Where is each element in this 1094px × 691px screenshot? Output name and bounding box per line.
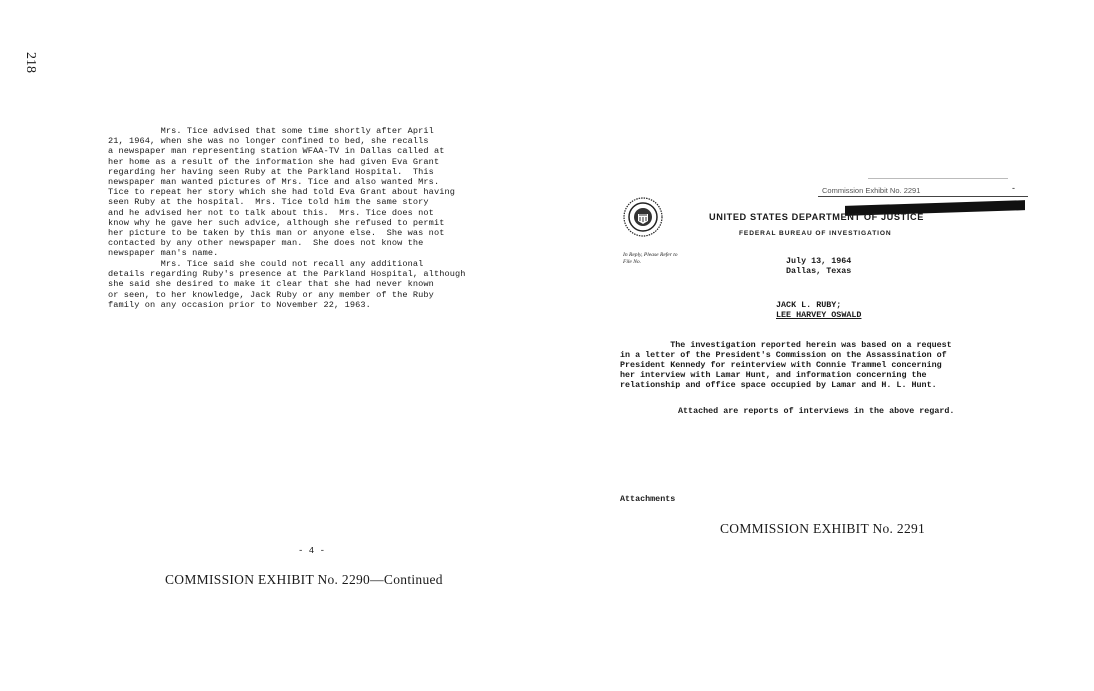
reply-note: In Reply, Please Refer to File No. (623, 252, 678, 265)
stamp-top-rule (868, 178, 1008, 179)
letter-place: Dallas, Texas (786, 266, 852, 276)
subject-line-1: JACK L. RUBY; (776, 300, 842, 310)
letterhead-subtitle: FEDERAL BUREAU OF INVESTIGATION (739, 230, 892, 237)
subject-line-2: LEE HARVEY OSWALD (776, 310, 862, 320)
left-paragraph-1: Mrs. Tice advised that some time shortly after April 21, 1964, when she was no longer confined to bed, she recalls a newspaper man representing station WFAA-TV in Dallas called at her home as a result of the information she had given Eva Grant regarding her having seen Ruby at the Parkland Hospital. This newspaper man wanted pictures of Mrs. Tice and also wanted Mrs. Tice to repeat her story which she had told Eva Grant about having seen Ruby at the hospital. Mrs. Tice told him the same story and he advised her not to talk about this. Mrs. Tice does not know why he gave her such advice, although she refused to permit her picture to be taken by this man or anyone else. She was not contacted by any other newspaper man. She does not know the newspaper man's name. (108, 126, 455, 259)
letterhead-title: UNITED STATES DEPARTMENT OF JUSTICE (709, 212, 924, 222)
letter-body-paragraph-1: The investigation reported herein was based on a request in a letter of the President's Commission on the Assassination of President Kennedy for reinterview with Connie Trammel concerning her interview with Lamar Hunt, and information concerning the relationship and office space occupied by Lamar and H. L. Hunt. (620, 340, 952, 390)
exhibit-stamp: Commission Exhibit No. 2291 (822, 186, 921, 195)
page-number: 218 (23, 52, 38, 73)
stamp-dash: - (1012, 183, 1015, 193)
left-page-marker: - 4 - (298, 546, 326, 556)
left-paragraph-2: Mrs. Tice said she could not recall any additional details regarding Ruby's presence at the Parkland Hospital, although she said she desired to make it clear that she had never known or seen, to her knowledge, Jack Ruby or any member of the Ruby family on any occasion prior to November 22, 1963. (108, 259, 466, 310)
left-exhibit-caption: COMMISSION EXHIBIT No. 2290—Continued (165, 572, 443, 587)
doj-seal-icon (623, 197, 663, 237)
attachments-label: Attachments (620, 494, 676, 504)
letter-body-paragraph-2: Attached are reports of interviews in the above regard. (678, 406, 955, 416)
right-exhibit-caption: COMMISSION EXHIBIT No. 2291 (720, 521, 926, 536)
stamp-rule (818, 196, 1028, 197)
letter-date: July 13, 1964 (786, 256, 852, 266)
